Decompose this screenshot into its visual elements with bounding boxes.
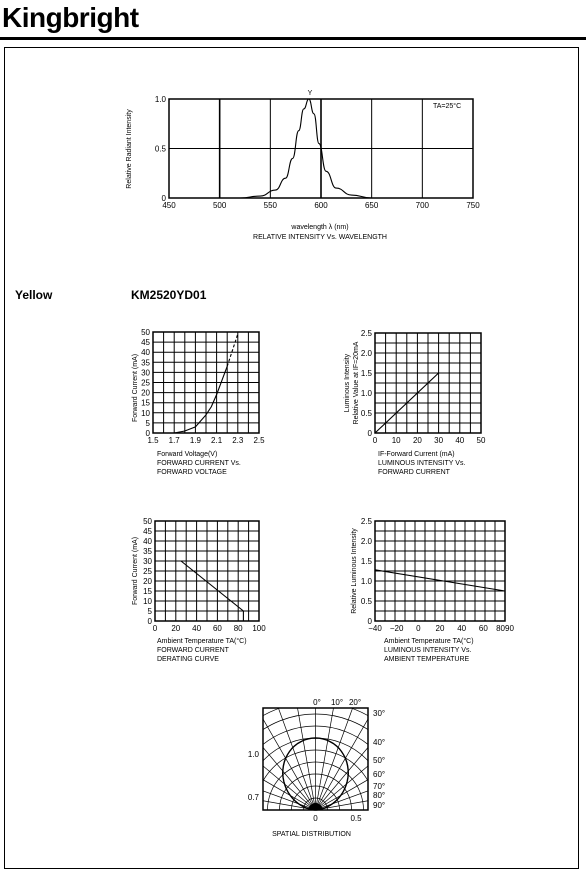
spatial-title: SPATIAL DISTRIBUTION: [272, 831, 351, 838]
derating-xtick-label: 80: [233, 624, 243, 633]
spectrum-xtick-label: 750: [466, 201, 480, 210]
spectrum-ytick-label: 0: [161, 194, 166, 203]
li-ytick-label: 1.5: [360, 369, 372, 378]
li-ytick-label: 2.5: [360, 329, 372, 338]
li-title-line2: FORWARD CURRENT: [378, 469, 450, 476]
iv-xtick-label: 2.1: [211, 436, 223, 445]
spatial-angle-label: 90°: [373, 801, 386, 810]
spatial-angle-label: 20°: [348, 698, 362, 707]
iv-ytick-label: 50: [141, 328, 150, 337]
iv-title-line2: FORWARD VOLTAGE: [157, 469, 227, 476]
spatial-radial-line: [162, 681, 315, 810]
spatial-angle-label: 50°: [373, 756, 386, 765]
spatial-radial-label: 1.0: [247, 750, 259, 759]
spectrum-ylabel: Relative Radiant Intensity: [126, 109, 133, 189]
temp-xtick-label: 8090: [496, 624, 514, 633]
li-xlabel: IF-Forward Current (mA): [378, 451, 455, 458]
iv-ytick-label: 25: [141, 378, 150, 388]
iv-xtick-label: 2.3: [232, 436, 244, 445]
temp-xtick-label: 40: [457, 624, 467, 633]
temp-xtick-label: −20: [389, 624, 404, 633]
spatial-radial-line: [247, 622, 315, 810]
color-label: Yellow: [15, 288, 53, 302]
li-ylabel-line1: Luminous Intensity: [344, 353, 351, 413]
li-title-line1: LUMINOUS INTENSITY Vs.: [378, 460, 466, 467]
spatial-angle-label: 70°: [373, 782, 386, 791]
spatial-angle-label: 30°: [373, 709, 386, 718]
spectrum-xtick-label: 600: [314, 201, 328, 210]
temp-title-line1: LUMINOUS INTENSITY Vs.: [384, 647, 472, 654]
li-xtick-label: 40: [455, 436, 465, 445]
spectrum-title: RELATIVE INTENSITY Vs. WAVELENGTH: [253, 234, 387, 241]
derating-ytick-label: 35: [143, 547, 152, 556]
spatial-bottom-label: 0.5: [350, 814, 362, 823]
spatial-radial-line: [128, 742, 316, 810]
spatial-angle-label: 0°: [313, 698, 321, 707]
li-ytick-label: 1.0: [360, 389, 372, 398]
temp-xtick-label: −40: [368, 624, 382, 633]
derating-title-line1: FORWARD CURRENT: [157, 647, 229, 654]
spectrum-annotation: TA=25°C: [433, 103, 462, 110]
temp-ytick-label: 0.5: [360, 597, 372, 606]
iv-ytick-label: 15: [141, 398, 150, 408]
temp-ytick-label: 0: [367, 617, 372, 626]
spatial-angle-label: 10°: [330, 698, 344, 707]
derating-ytick-label: 5: [147, 607, 152, 616]
temp-ytick-label: 1.0: [360, 577, 372, 586]
derating-ytick-label: 0: [147, 617, 152, 626]
derating-ytick-label: 50: [143, 517, 152, 526]
li-xtick-label: 0: [372, 436, 378, 445]
iv-ytick-label: 35: [141, 358, 150, 368]
iv-ytick-label: 0: [145, 429, 150, 438]
spatial-angle-label: 60°: [373, 770, 386, 779]
spatial-bottom-label: 0: [313, 814, 318, 823]
temp-xtick-label: 60: [478, 624, 488, 633]
iv-xtick-label: 1.9: [189, 436, 201, 445]
derating-ytick-label: 40: [143, 537, 152, 546]
derating-ylabel: Forward Current (mA): [132, 536, 139, 606]
derating-xtick-label: 0: [152, 624, 158, 633]
spectrum-ytick-label: 1.0: [154, 95, 166, 104]
spectrum-peak-label: Y: [307, 90, 313, 97]
derating-xtick-label: 20: [171, 624, 181, 633]
li-ytick-label: 0: [367, 429, 372, 438]
iv-xtick-label: 1.7: [168, 436, 180, 445]
li-ytick-label: 2.0: [360, 349, 372, 358]
li-xtick-label: 50: [476, 436, 486, 445]
brand-logo: Kingbright: [2, 2, 139, 33]
temp-ytick-label: 2.0: [360, 537, 372, 546]
spectrum-ytick-label: 0.5: [154, 144, 166, 154]
spectrum-xtick-label: 650: [364, 201, 379, 210]
derating-ytick-label: 30: [143, 557, 152, 566]
derating-ytick-label: 25: [143, 567, 152, 576]
spatial-radial-line: [187, 657, 316, 810]
temp-title-line2: AMBIENT TEMPERATURE: [384, 656, 470, 663]
li-ylabel-line2: Relative Value at IF=20mA: [353, 341, 360, 425]
spatial-radial-line: [316, 742, 504, 810]
temp-xtick-label: 0: [416, 624, 421, 633]
temp-xlabel: Ambient Temperature TA(°C): [384, 638, 474, 645]
temp-ytick-label: 1.5: [360, 557, 372, 566]
iv-series-line: [227, 334, 238, 366]
iv-ytick-label: 10: [141, 408, 150, 418]
iv-title-line1: FORWARD CURRENT Vs.: [157, 460, 241, 467]
iv-xlabel: Forward Voltage(V): [157, 451, 218, 458]
derating-ytick-label: 20: [143, 577, 152, 586]
derating-ytick-label: 15: [143, 587, 152, 596]
part-number: KM2520YD01: [131, 288, 207, 302]
derating-xtick-label: 100: [252, 624, 266, 633]
derating-ytick-label: 10: [143, 597, 152, 606]
iv-ytick-label: 20: [141, 388, 150, 398]
li-xtick-label: 10: [391, 436, 401, 445]
iv-ylabel: Forward Current (mA): [132, 353, 139, 423]
temp-ytick-label: 2.5: [360, 517, 372, 526]
li-xtick-label: 20: [412, 436, 422, 445]
spatial-angle-label: 80°: [373, 791, 386, 800]
derating-title-line2: DERATING CURVE: [157, 656, 219, 663]
iv-ytick-label: 5: [145, 418, 150, 428]
iv-xtick-label: 1.5: [147, 436, 159, 445]
spectrum-xtick-label: 450: [162, 201, 176, 210]
derating-xtick-label: 60: [212, 624, 222, 633]
spatial-angle-label: 40°: [373, 738, 386, 747]
iv-ytick-label: 30: [141, 368, 150, 378]
iv-ytick-label: 45: [141, 338, 150, 348]
spectrum-xtick-label: 700: [415, 201, 430, 210]
spectrum-xlabel: wavelength λ (nm): [291, 224, 349, 231]
derating-xlabel: Ambient Temperature TA(°C): [157, 638, 247, 645]
spectrum-xtick-label: 500: [212, 201, 227, 210]
li-xtick-label: 30: [434, 436, 444, 445]
derating-ytick-label: 45: [143, 527, 152, 536]
li-ytick-label: 0.5: [360, 409, 372, 418]
derating-xtick-label: 40: [192, 624, 202, 633]
spectrum-xtick-label: 550: [263, 201, 278, 210]
iv-xtick-label: 2.5: [253, 436, 265, 445]
spatial-radial-label: 0.7: [247, 793, 259, 802]
iv-ytick-label: 40: [141, 348, 150, 358]
temp-xtick-label: 20: [435, 624, 445, 633]
temp-ylabel: Relative Luminous Intensity: [351, 528, 358, 614]
